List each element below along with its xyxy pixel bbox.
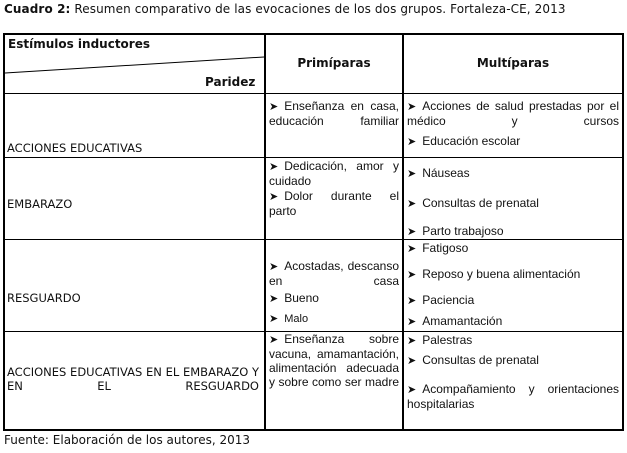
list-item: ➤ Acostadas, descanso en casa: [269, 259, 399, 288]
arrowhead-bullet-icon: ➤: [269, 260, 279, 273]
arrowhead-bullet-icon: ➤: [407, 383, 417, 396]
table-source-note: Fuente: Elaboración de los autores, 2013: [4, 433, 251, 447]
list-item: ➤ Enseñanza en casa, educación familiar: [269, 99, 399, 128]
row-divider: [5, 157, 622, 158]
header-primiparas: Primíparas: [297, 56, 371, 70]
corner-bottom-label: Paridez: [205, 75, 256, 89]
arrowhead-bullet-icon: ➤: [407, 334, 417, 347]
arrowhead-bullet-icon: ➤: [407, 135, 417, 148]
row4-multiparas: [407, 333, 619, 411]
row1-primiparas: [269, 99, 399, 128]
row-label-acciones-educativas: ACCIONES EDUCATIVAS: [7, 141, 143, 155]
list-item: ➤ Dolor durante el parto: [269, 189, 399, 218]
arrowhead-bullet-icon: ➤: [407, 268, 417, 281]
list-item: ➤ Malo: [269, 312, 309, 325]
row3-primiparas: [269, 259, 399, 326]
arrowhead-bullet-icon: ➤: [407, 100, 417, 113]
list-item: ➤ Bueno: [269, 291, 319, 305]
row-label-acciones-educativas-embarazo-resguardo: ACCIONES EDUCATIVAS EN EL EMBARAZO Y EN EL RESGUARDO: [7, 365, 259, 393]
arrowhead-bullet-icon: ➤: [269, 292, 279, 305]
list-item: ➤ Dedicación, amor y cuidado: [269, 159, 399, 188]
arrowhead-bullet-icon: ➤: [269, 333, 279, 346]
list-item: ➤ Acompañamiento y orientaciones hospitalarias: [407, 382, 619, 411]
row2-primiparas: [269, 159, 399, 218]
arrowhead-bullet-icon: ➤: [407, 354, 417, 367]
arrowhead-bullet-icon: ➤: [269, 312, 279, 325]
list-item: ➤ Acciones de salud prestadas por el médico y cursos: [407, 99, 619, 128]
row-divider: [5, 93, 622, 94]
row-label-resguardo: RESGUARDO: [7, 291, 81, 305]
list-item: ➤ Paciencia: [407, 293, 475, 307]
list-item: ➤ Fatigoso: [407, 241, 469, 255]
list-item: ➤ Educación escolar: [407, 134, 521, 148]
row4-primiparas: [269, 332, 399, 389]
column-divider: [402, 35, 404, 429]
arrowhead-bullet-icon: ➤: [269, 160, 279, 173]
column-divider: [264, 35, 266, 429]
list-item: ➤ Consultas de prenatal: [407, 196, 539, 210]
row3-multiparas: [407, 241, 619, 329]
arrowhead-bullet-icon: ➤: [407, 167, 417, 180]
row-divider: [5, 239, 622, 240]
comparison-table: [3, 33, 624, 431]
row1-multiparas: [407, 99, 619, 149]
caption-text: Resumen comparativo de las evocaciones de los dos grupos. Fortaleza-CE, 2013: [74, 2, 566, 16]
arrowhead-bullet-icon: ➤: [407, 242, 417, 255]
list-item: ➤ Consultas de prenatal: [407, 353, 539, 367]
arrowhead-bullet-icon: ➤: [407, 294, 417, 307]
caption-label: Cuadro 2:: [4, 2, 71, 16]
list-item: ➤ Reposo y buena alimentación: [407, 267, 581, 281]
arrowhead-bullet-icon: ➤: [407, 315, 417, 328]
arrowhead-bullet-icon: ➤: [407, 197, 417, 210]
list-item: ➤ Parto trabajoso: [407, 224, 504, 238]
table-caption: [4, 2, 624, 16]
arrowhead-bullet-icon: ➤: [269, 190, 279, 203]
row-label-embarazo: EMBARAZO: [7, 197, 73, 211]
arrowhead-bullet-icon: ➤: [407, 225, 417, 238]
list-item: ➤ Náuseas: [407, 166, 470, 180]
list-item: ➤ Palestras: [407, 333, 473, 347]
corner-top-label: Estímulos inductores: [8, 37, 150, 51]
header-multiparas: Multíparas: [476, 56, 550, 70]
list-item: ➤ Amamantación: [407, 314, 503, 328]
arrowhead-bullet-icon: ➤: [269, 100, 279, 113]
row2-multiparas: [407, 166, 619, 239]
list-item: ➤ Enseñanza sobre vacuna, amamantación, alimentación adecuada y sobre como ser madre: [269, 332, 399, 389]
